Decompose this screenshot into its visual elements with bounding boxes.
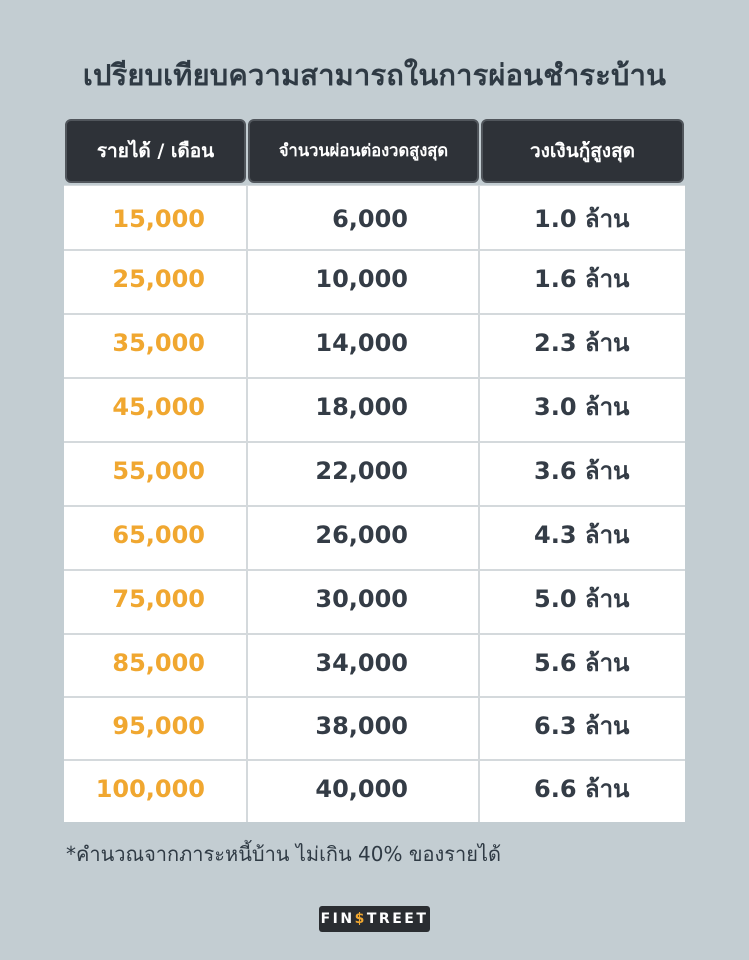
installment-cell: 26,000 — [315, 521, 408, 549]
table-row — [64, 441, 685, 506]
installment-cell: 6,000 — [332, 205, 408, 233]
comparison-table — [64, 118, 685, 822]
table-header — [64, 118, 685, 185]
max-loan-cell: 1.0 ล้าน — [534, 205, 630, 233]
header-installment: จำนวนผ่อนต่องวดสูงสุด — [248, 119, 479, 183]
max-loan-cell: 6.3 ล้าน — [534, 712, 630, 740]
income-cell: 75,000 — [112, 585, 205, 613]
installment-cell: 38,000 — [315, 712, 408, 740]
income-cell: 45,000 — [112, 393, 205, 421]
income-cell: 85,000 — [112, 649, 205, 677]
max-loan-cell: 6.6 ล้าน — [534, 775, 630, 803]
page-title: เปรียบเทียบความสามารถในการผ่อนชำระบ้าน — [82, 58, 667, 92]
table-row — [64, 313, 685, 378]
installment-cell: 34,000 — [315, 649, 408, 677]
header-max-loan: วงเงินกู้สูงสุด — [481, 119, 684, 183]
income-cell: 25,000 — [112, 265, 205, 293]
installment-cell: 22,000 — [315, 457, 408, 485]
table-body — [64, 185, 685, 822]
max-loan-cell: 4.3 ล้าน — [534, 521, 630, 549]
income-cell: 15,000 — [112, 205, 205, 233]
max-loan-cell: 3.0 ล้าน — [534, 393, 630, 421]
max-loan-cell: 5.6 ล้าน — [534, 649, 630, 677]
max-loan-cell: 3.6 ล้าน — [534, 457, 630, 485]
max-loan-cell: 1.6 ล้าน — [534, 265, 630, 293]
installment-cell: 14,000 — [315, 329, 408, 357]
logo-text-treet: TREET — [366, 911, 429, 927]
table-row — [64, 377, 685, 442]
finstreet-logo — [319, 906, 430, 932]
installment-cell: 30,000 — [315, 585, 408, 613]
logo-dollar-icon: $ — [354, 911, 367, 927]
max-loan-cell: 5.0 ล้าน — [534, 585, 630, 613]
table-row — [64, 759, 685, 824]
table-row — [64, 186, 685, 249]
installment-cell: 10,000 — [315, 265, 408, 293]
income-cell: 100,000 — [95, 775, 205, 803]
footnote: *คำนวณจากภาระหนี้บ้าน ไม่เกิน 40% ของรายได้ — [66, 842, 502, 866]
table-row — [64, 569, 685, 634]
max-loan-cell: 2.3 ล้าน — [534, 329, 630, 357]
installment-cell: 18,000 — [315, 393, 408, 421]
table-row — [64, 696, 685, 761]
income-cell: 35,000 — [112, 329, 205, 357]
income-cell: 65,000 — [112, 521, 205, 549]
header-income: รายได้ / เดือน — [65, 119, 246, 183]
installment-cell: 40,000 — [315, 775, 408, 803]
table-row — [64, 633, 685, 698]
income-cell: 95,000 — [112, 712, 205, 740]
table-row — [64, 249, 685, 314]
table-row — [64, 505, 685, 570]
logo-text-fin: FIN — [320, 911, 355, 927]
income-cell: 55,000 — [112, 457, 205, 485]
